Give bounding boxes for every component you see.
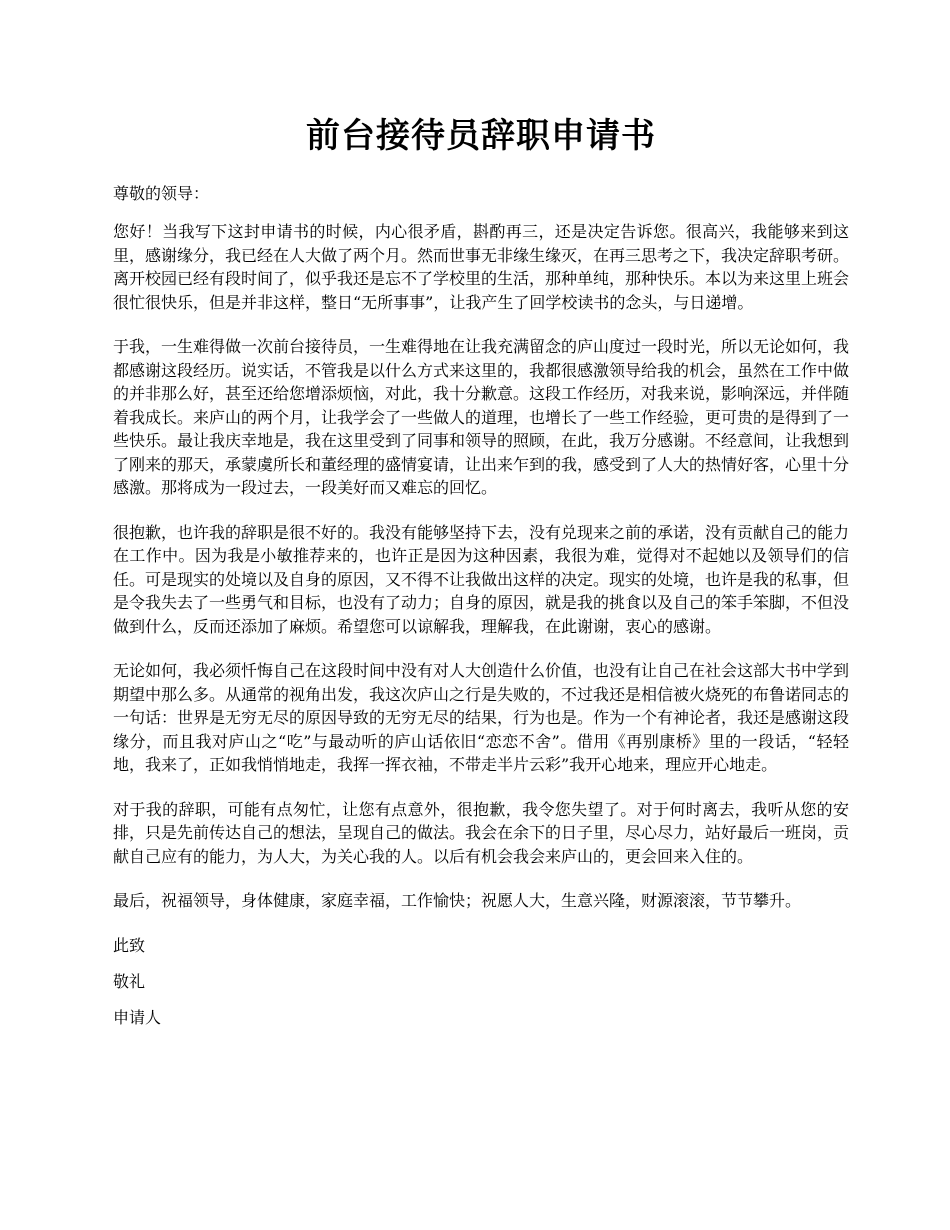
body-paragraph: 很抱歉，也许我的辞职是很不好的。我没有能够坚持下去，没有兑现来之前的承诺，没有贡献自己的能力在工作中。因为我是小敏推荐来的，也许正是因为这种因素，我很为难，觉得对不起她以及领导们的信任。可是现实的处境以及自身的原因，又不得不让我做出这样的决定。现实的处境，也许是我的私事，但是令我失去了一些勇气和目标，也没有了动力；自身的原因，就是我的挑食以及自己的笨手笨脚，不但没做到什么，反而还添加了麻烦。希望您可以谅解我，理解我，在此谢谢，衷心的感谢。 [113,522,850,636]
body-paragraph: 您好！当我写下这封申请书的时候，内心很矛盾，斟酌再三，还是决定告诉您。很高兴，我能够来到这里，感谢缘分，我已经在人大做了两个月。然而世事无非缘生缘灭，在再三思考之下，我决定辞职考研。离开校园已经有段时间了，似乎我还是忘不了学校里的生活，那种单纯，那种快乐。本以为来这里上班会很忙很快乐，但是并非这样，整日“无所事事”，让我产生了回学校读书的念头，与日递增。 [113,222,850,312]
body-paragraph: 对于我的辞职，可能有点匆忙，让您有点意外，很抱歉，我令您失望了。对于何时离去，我听从您的安排，只是先前传达自己的想法，呈现自己的做法。我会在余下的日子里，尽心尽力，站好最后一班岗，贡献自己应有的能力，为人大，为关心我的人。以后有机会我会来庐山的，更会回来入住的。 [113,799,850,866]
closing-phrase: 此致 [113,935,146,955]
body-paragraph: 最后，祝福领导，身体健康，家庭幸福，工作愉快；祝愿人大，生意兴隆，财源滚滚，节节攀升。 [113,891,802,910]
body-paragraph: 无论如何，我必须忏悔自己在这段时间中没有对人大创造什么价值，也没有让自己在社会这部大书中学到期望中那么多。从通常的视角出发，我这次庐山之行是失败的，不过我还是相信被火烧死的布鲁诺同志的一句话：世界是无穷无尽的原因导致的无穷无尽的结果，行为也是。作为一个有神论者，我还是感谢这段缘分，而且我对庐山之“吃”与最动听的庐山话依旧“恋恋不舍”。借用《再别康桥》里的一段话，“轻轻地，我来了，正如我悄悄地走，我挥一挥衣袖，不带走半片云彩”我开心地来，理应开心地走。 [113,661,850,774]
document-title: 前台接待员辞职申请书 [306,116,656,156]
closing-salute: 敬礼 [113,971,146,991]
salutation: 尊敬的领导： [113,184,210,203]
signature-label: 申请人 [113,1007,162,1027]
body-paragraph: 于我，一生难得做一次前台接待员，一生难得地在让我充满留念的庐山度过一段时光，所以无论如何，我都感谢这段经历。说实话，不管我是以什么方式来这里的，我都很感激领导给我的机会，虽然在工作中做的并非那么好，甚至还给您增添烦恼，对此，我十分歉意。这段工作经历，对我来说，影响深远，并伴随着我成长。来庐山的两个月，让我学会了一些做人的道理，也增长了一些工作经验，更可贵的是得到了一些快乐。最让我庆幸地是，我在这里受到了同事和领导的照顾，在此，我万分感谢。不经意间，让我想到了刚来的那天，承蒙虞所长和董经理的盛情宴请，让出来乍到的我，感受到了人大的热情好客，心里十分感激。那将成为一段过去，一段美好而又难忘的回忆。 [113,337,850,497]
document-page [113,112,849,1042]
